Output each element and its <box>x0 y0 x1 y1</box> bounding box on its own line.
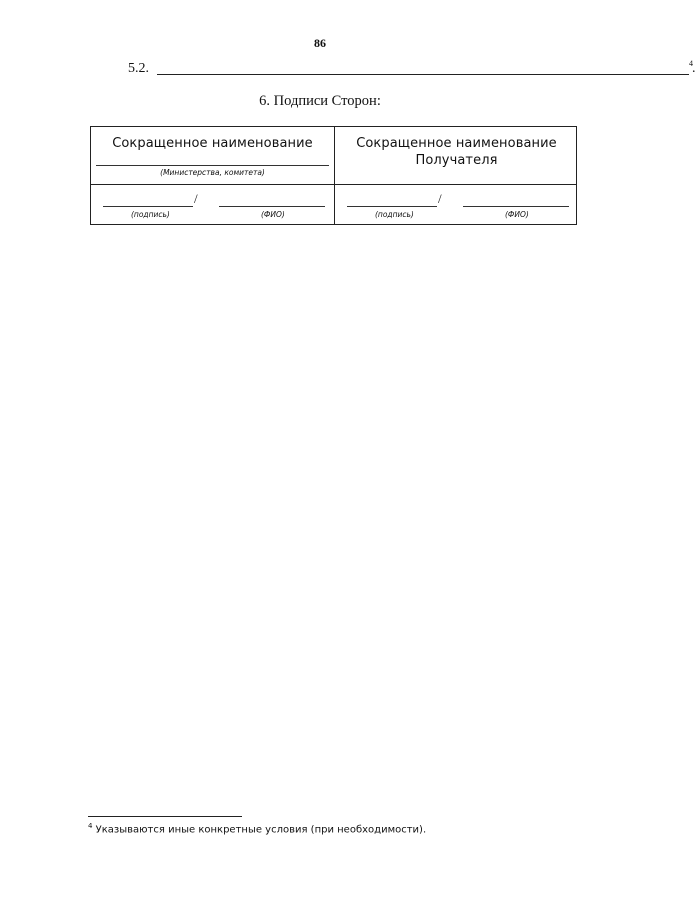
right-fio-line <box>463 206 569 207</box>
section-title: 6. Подписи Сторон: <box>259 93 381 109</box>
footnote-reference: 4 <box>689 59 693 68</box>
clause-period: . <box>692 61 696 76</box>
left-org-caption: (Министерства, комитета) <box>160 168 265 177</box>
left-fio-caption: (ФИО) <box>261 210 285 219</box>
left-org-name: Сокращенное наименование <box>112 136 313 151</box>
clause-number: 5.2. <box>128 61 149 76</box>
footnote-text: Указываются иные конкретные условия (при необходимости). <box>92 824 427 836</box>
left-org-line <box>96 165 329 166</box>
row-divider <box>91 184 576 185</box>
clause-5-2 <box>128 59 696 80</box>
signatures-table <box>90 126 577 225</box>
right-fio-caption: (ФИО) <box>505 210 529 219</box>
right-slash: / <box>438 191 442 206</box>
left-fio-line <box>219 206 325 207</box>
right-org-name: Сокращенное наименование Получателя <box>356 136 557 168</box>
page-number: 86 <box>314 36 326 50</box>
left-slash: / <box>194 191 198 206</box>
clause-blank-line <box>157 74 689 75</box>
right-sign-caption: (подпись) <box>375 210 414 219</box>
right-signature-line <box>347 206 437 207</box>
left-signature-line <box>103 206 193 207</box>
footnote-marker: 4 <box>88 822 93 830</box>
footnote <box>88 822 426 835</box>
left-sign-caption: (подпись) <box>131 210 170 219</box>
right-signature-block <box>335 189 578 223</box>
left-signature-block <box>91 189 334 223</box>
footnote-separator <box>88 816 242 817</box>
